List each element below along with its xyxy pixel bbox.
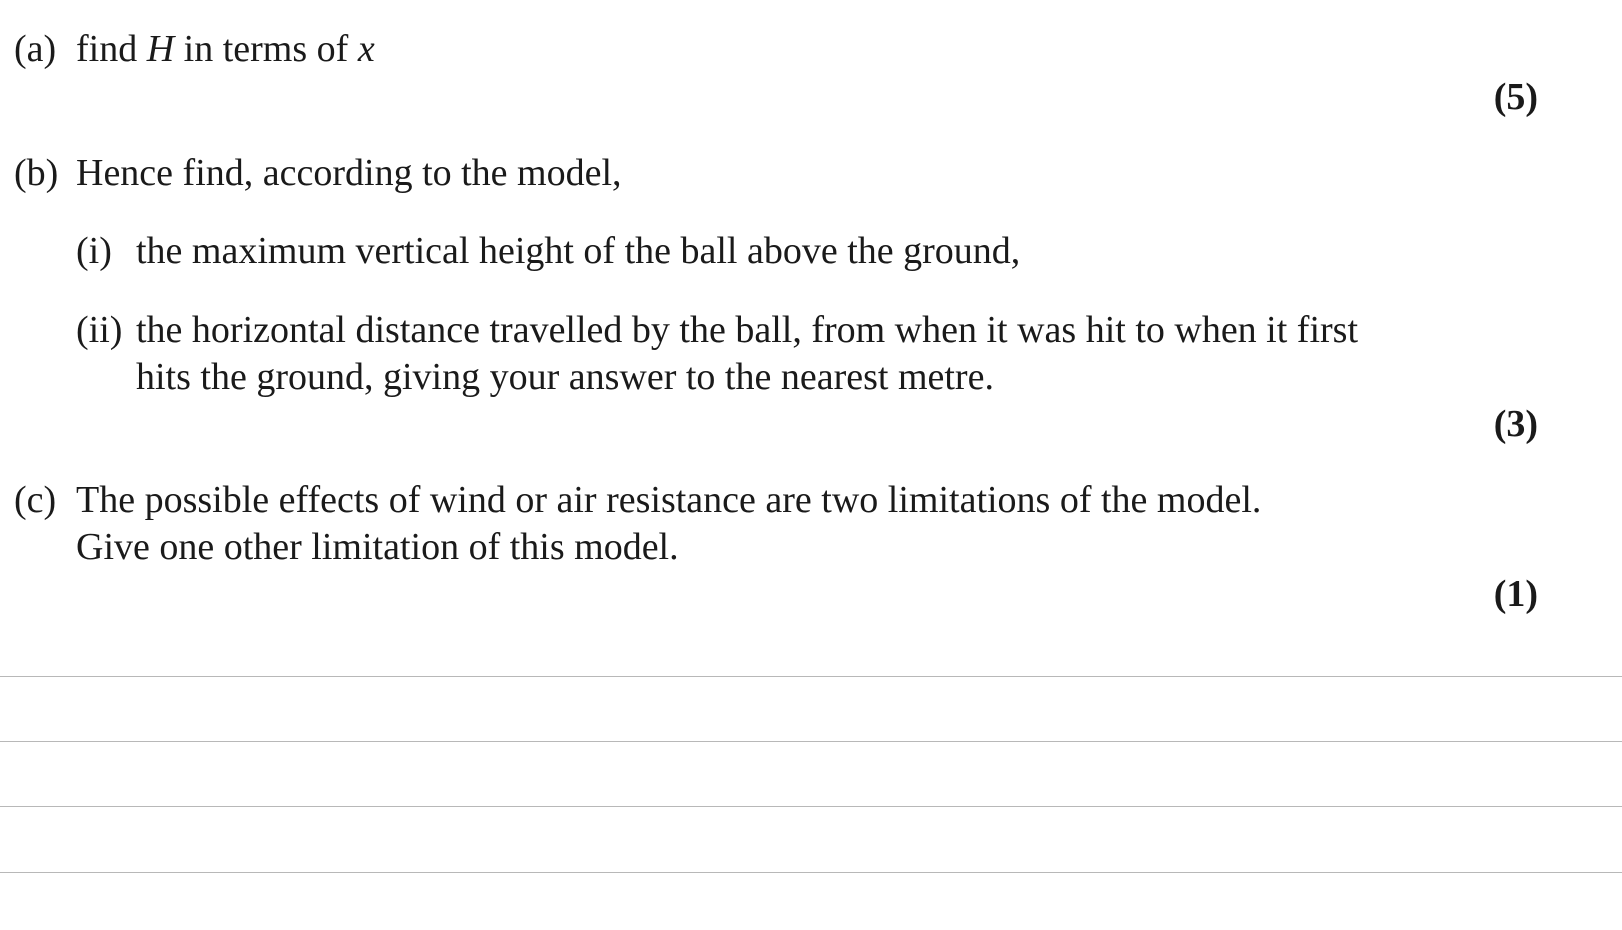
part-b-ii-text-line1: the horizontal distance travelled by the ball, from when it was hit to when it first <box>136 309 1359 351</box>
part-b-marks: (3) <box>1493 403 1538 445</box>
part-b-i-label: (i) <box>76 230 112 272</box>
part-a-text <box>76 30 375 68</box>
part-b-ii-text-line2: hits the ground, giving your answer to the nearest metre. <box>136 356 994 398</box>
answer-line <box>0 872 1622 873</box>
part-c-label: (c) <box>14 479 57 521</box>
part-b-label: (b) <box>14 152 59 194</box>
part-a-text-1: find <box>76 28 147 70</box>
answer-line <box>0 741 1622 742</box>
answer-line <box>0 806 1622 807</box>
part-a-marks: (5) <box>1493 76 1538 118</box>
part-a-text-2: in terms of <box>174 28 358 70</box>
part-b-text: Hence find, according to the model, <box>76 152 622 194</box>
part-b-ii-label: (ii) <box>76 309 123 351</box>
answer-line <box>0 676 1622 677</box>
variable-h: H <box>146 28 175 70</box>
part-b-i-text: the maximum vertical height of the ball above the ground, <box>136 230 1021 272</box>
part-c-marks: (1) <box>1493 573 1538 615</box>
part-c-text-line1: The possible effects of wind or air resistance are two limitations of the model. <box>76 479 1262 521</box>
part-c-text-line2: Give one other limitation of this model. <box>76 526 679 568</box>
part-a-label: (a) <box>14 28 57 70</box>
variable-x: x <box>357 28 375 70</box>
